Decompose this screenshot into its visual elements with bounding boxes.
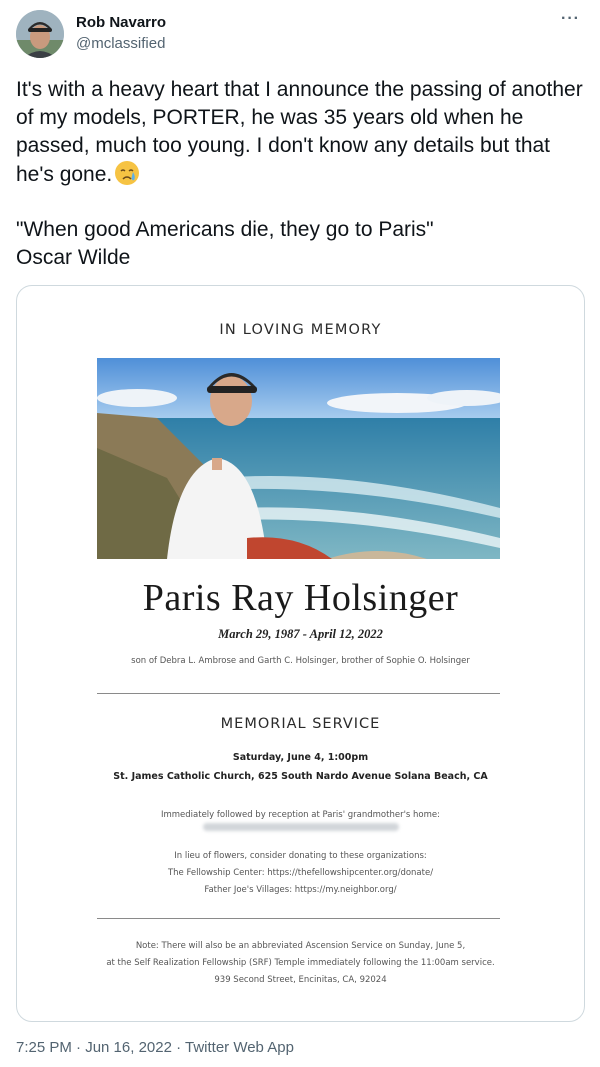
display-name[interactable]: Rob Navarro [76,14,167,31]
user-handle[interactable]: @mclassified [76,35,166,52]
deceased-name: Paris Ray Holsinger [142,577,459,619]
tweet-timestamp[interactable]: 7:25 PM · Jun 16, 2022 · Twitter Web App [16,1039,294,1056]
reception-text: Immediately followed by reception at Paris' grandmother's home: [160,810,440,820]
note-line: at the Self Realization Fellowship (SRF) Temple immediately following the 11:00am service. [106,958,495,968]
donation-item: The Fellowship Center: https://thefellowshipcenter.org/donate/ [167,868,434,878]
redacted-address [203,821,399,833]
quote-line: "When good Americans die, they go to Paris" [16,218,434,241]
donation-item: Father Joe's Villages: https://my.neighbor.org/ [204,885,397,895]
service-date: Saturday, June 4, 1:00pm [232,752,369,763]
crying-face-emoji-icon [114,160,140,186]
service-title: MEMORIAL SERVICE [220,716,381,732]
memorial-photo [97,358,500,559]
donation-intro: In lieu of flowers, consider donating to these organizations: [174,851,427,861]
tweet-quote [16,216,586,272]
life-dates: March 29, 1987 - April 12, 2022 [218,627,383,641]
tweet-body-text: It's with a heavy heart that I announce the passing of another of my models, PORTER, he was 35 years old when he passed, much too young. I don't know any details but that he's gone. [16,78,583,186]
memorial-heading: IN LOVING MEMORY [219,322,382,338]
tweet-header [16,10,584,62]
note-line: 939 Second Street, Encinitas, CA, 92024 [214,975,387,985]
memorial-image-card[interactable] [16,285,585,1022]
family-line: son of Debra L. Ambrose and Garth C. Holsinger, brother of Sophie O. Holsinger [131,656,470,666]
avatar[interactable] [16,10,64,58]
divider [97,693,500,694]
tweet-body [16,76,586,189]
divider [97,918,500,919]
quote-author: Oscar Wilde [16,246,131,269]
note-line: Note: There will also be an abbreviated Ascension Service on Sunday, June 5, [135,941,466,951]
more-options-icon[interactable]: ··· [561,10,580,27]
service-location: St. James Catholic Church, 625 South Nardo Avenue Solana Beach, CA [113,771,488,782]
